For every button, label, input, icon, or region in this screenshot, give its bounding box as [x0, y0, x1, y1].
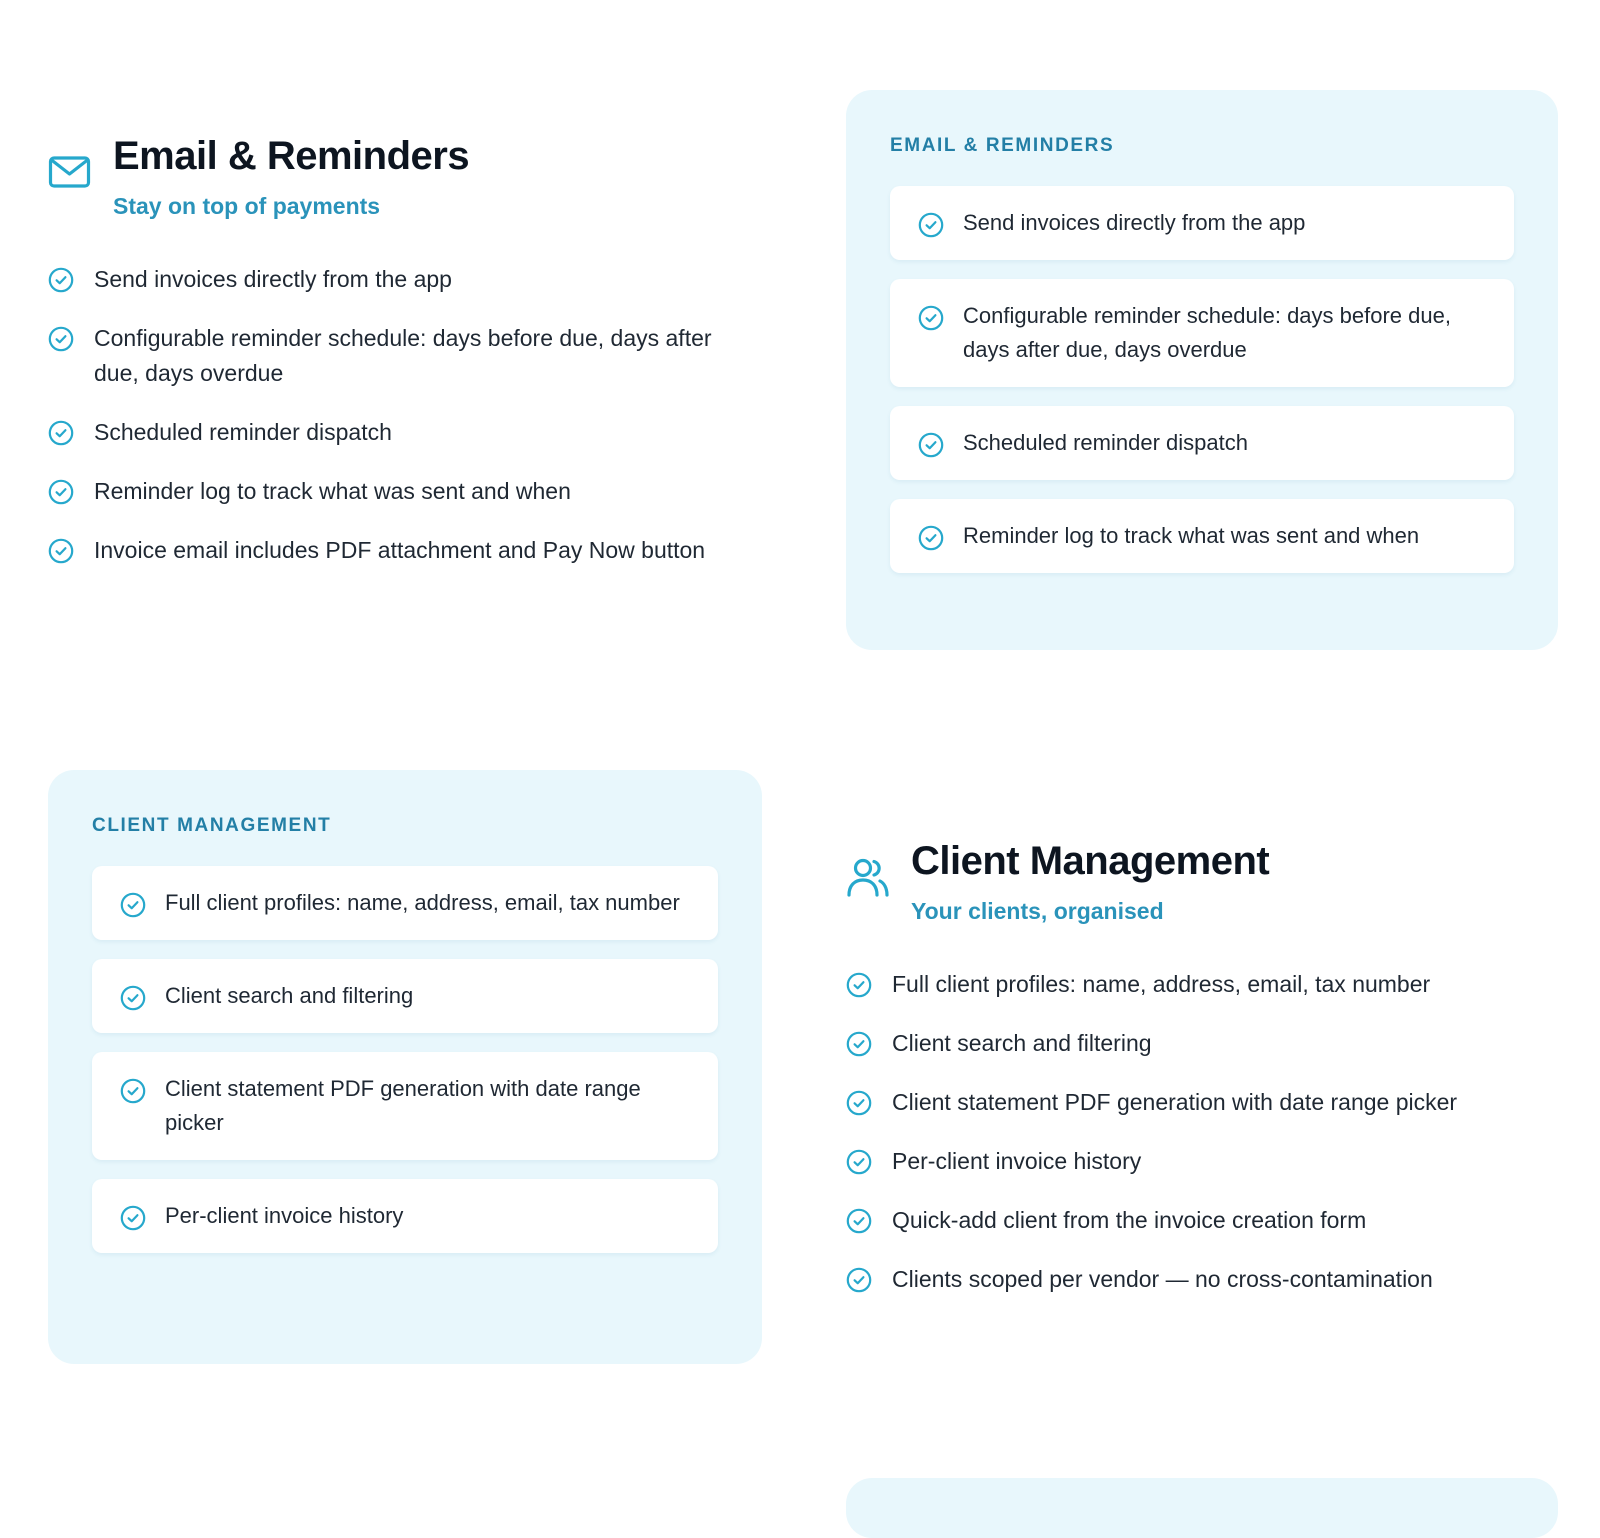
- client-management-panel-label: CLIENT MANAGEMENT: [92, 815, 332, 836]
- email-reminders-feature-list: [48, 262, 728, 568]
- feature-item: [846, 1085, 1576, 1120]
- client-management-header: [846, 837, 1576, 967]
- panel-card-text: Send invoices directly from the app: [963, 210, 1306, 235]
- next-section-panel: [846, 1478, 1558, 1538]
- panel-card: [890, 499, 1514, 573]
- panel-card: [890, 406, 1514, 480]
- check-circle-icon: [48, 538, 74, 564]
- panel-card-text: Scheduled reminder dispatch: [963, 430, 1248, 455]
- client-management-title: Client Management: [911, 839, 1270, 883]
- feature-item: [48, 474, 728, 509]
- feature-text: Send invoices directly from the app: [94, 266, 452, 292]
- email-reminders-panel-label: EMAIL & REMINDERS: [890, 135, 1115, 156]
- mail-icon: [48, 150, 92, 194]
- client-management-feature-list: [846, 967, 1576, 1297]
- client-management-feature: [846, 837, 1576, 1321]
- feature-item: [48, 262, 728, 297]
- check-circle-icon: [48, 326, 74, 352]
- check-circle-icon: [48, 479, 74, 505]
- users-icon: [846, 855, 890, 899]
- feature-text: Clients scoped per vendor — no cross-contamination: [892, 1266, 1433, 1292]
- check-circle-icon: [846, 1208, 872, 1234]
- check-circle-icon: [120, 1205, 146, 1231]
- feature-item: [846, 1262, 1576, 1297]
- panel-card-text: Per-client invoice history: [165, 1203, 404, 1228]
- check-circle-icon: [846, 972, 872, 998]
- feature-text: Reminder log to track what was sent and when: [94, 478, 571, 504]
- check-circle-icon: [846, 1090, 872, 1116]
- check-circle-icon: [918, 212, 944, 238]
- feature-item: [48, 321, 728, 391]
- feature-text: Scheduled reminder dispatch: [94, 419, 392, 445]
- client-management-subtitle: Your clients, organised: [911, 898, 1164, 924]
- email-reminders-title: Email & Reminders: [113, 134, 470, 178]
- feature-item: [846, 1026, 1576, 1061]
- feature-text: Client statement PDF generation with date range picker: [892, 1089, 1458, 1115]
- panel-card: [92, 866, 718, 940]
- panel-card-text: Full client profiles: name, address, email, tax number: [165, 890, 680, 915]
- check-circle-icon: [918, 525, 944, 551]
- feature-text: Per-client invoice history: [892, 1148, 1142, 1174]
- panel-card-text: Client search and filtering: [165, 983, 414, 1008]
- feature-text: Configurable reminder schedule: days before due, days after due, days overdue: [94, 325, 712, 386]
- panel-card-text: Reminder log to track what was sent and when: [963, 523, 1420, 548]
- panel-card: [890, 186, 1514, 260]
- email-reminders-feature: [48, 132, 728, 592]
- client-management-panel: [48, 770, 762, 1364]
- email-reminders-panel: [846, 90, 1558, 650]
- panel-card: [890, 279, 1514, 387]
- feature-item: [846, 967, 1576, 1002]
- panel-card: [92, 1052, 718, 1160]
- check-circle-icon: [48, 420, 74, 446]
- email-reminders-panel-list: [890, 186, 1514, 573]
- check-circle-icon: [846, 1031, 872, 1057]
- feature-text: Quick-add client from the invoice creation form: [892, 1207, 1367, 1233]
- check-circle-icon: [120, 892, 146, 918]
- feature-item: [48, 533, 728, 568]
- panel-card-text: Client statement PDF generation with date range picker: [165, 1076, 641, 1135]
- feature-text: Invoice email includes PDF attachment and Pay Now button: [94, 537, 706, 563]
- feature-item: [846, 1144, 1576, 1179]
- panel-card: [92, 1179, 718, 1253]
- check-circle-icon: [918, 432, 944, 458]
- feature-item: [48, 415, 728, 450]
- check-circle-icon: [120, 985, 146, 1011]
- email-reminders-subtitle: Stay on top of payments: [113, 193, 381, 219]
- feature-item: [846, 1203, 1576, 1238]
- client-management-panel-list: [92, 866, 718, 1253]
- check-circle-icon: [846, 1267, 872, 1293]
- check-circle-icon: [48, 267, 74, 293]
- check-circle-icon: [846, 1149, 872, 1175]
- panel-card-text: Configurable reminder schedule: days before due, days after due, days overdue: [963, 303, 1451, 362]
- email-reminders-header: [48, 132, 728, 262]
- feature-text: Full client profiles: name, address, email, tax number: [892, 971, 1431, 997]
- feature-text: Client search and filtering: [892, 1030, 1152, 1056]
- check-circle-icon: [120, 1078, 146, 1104]
- check-circle-icon: [918, 305, 944, 331]
- panel-card: [92, 959, 718, 1033]
